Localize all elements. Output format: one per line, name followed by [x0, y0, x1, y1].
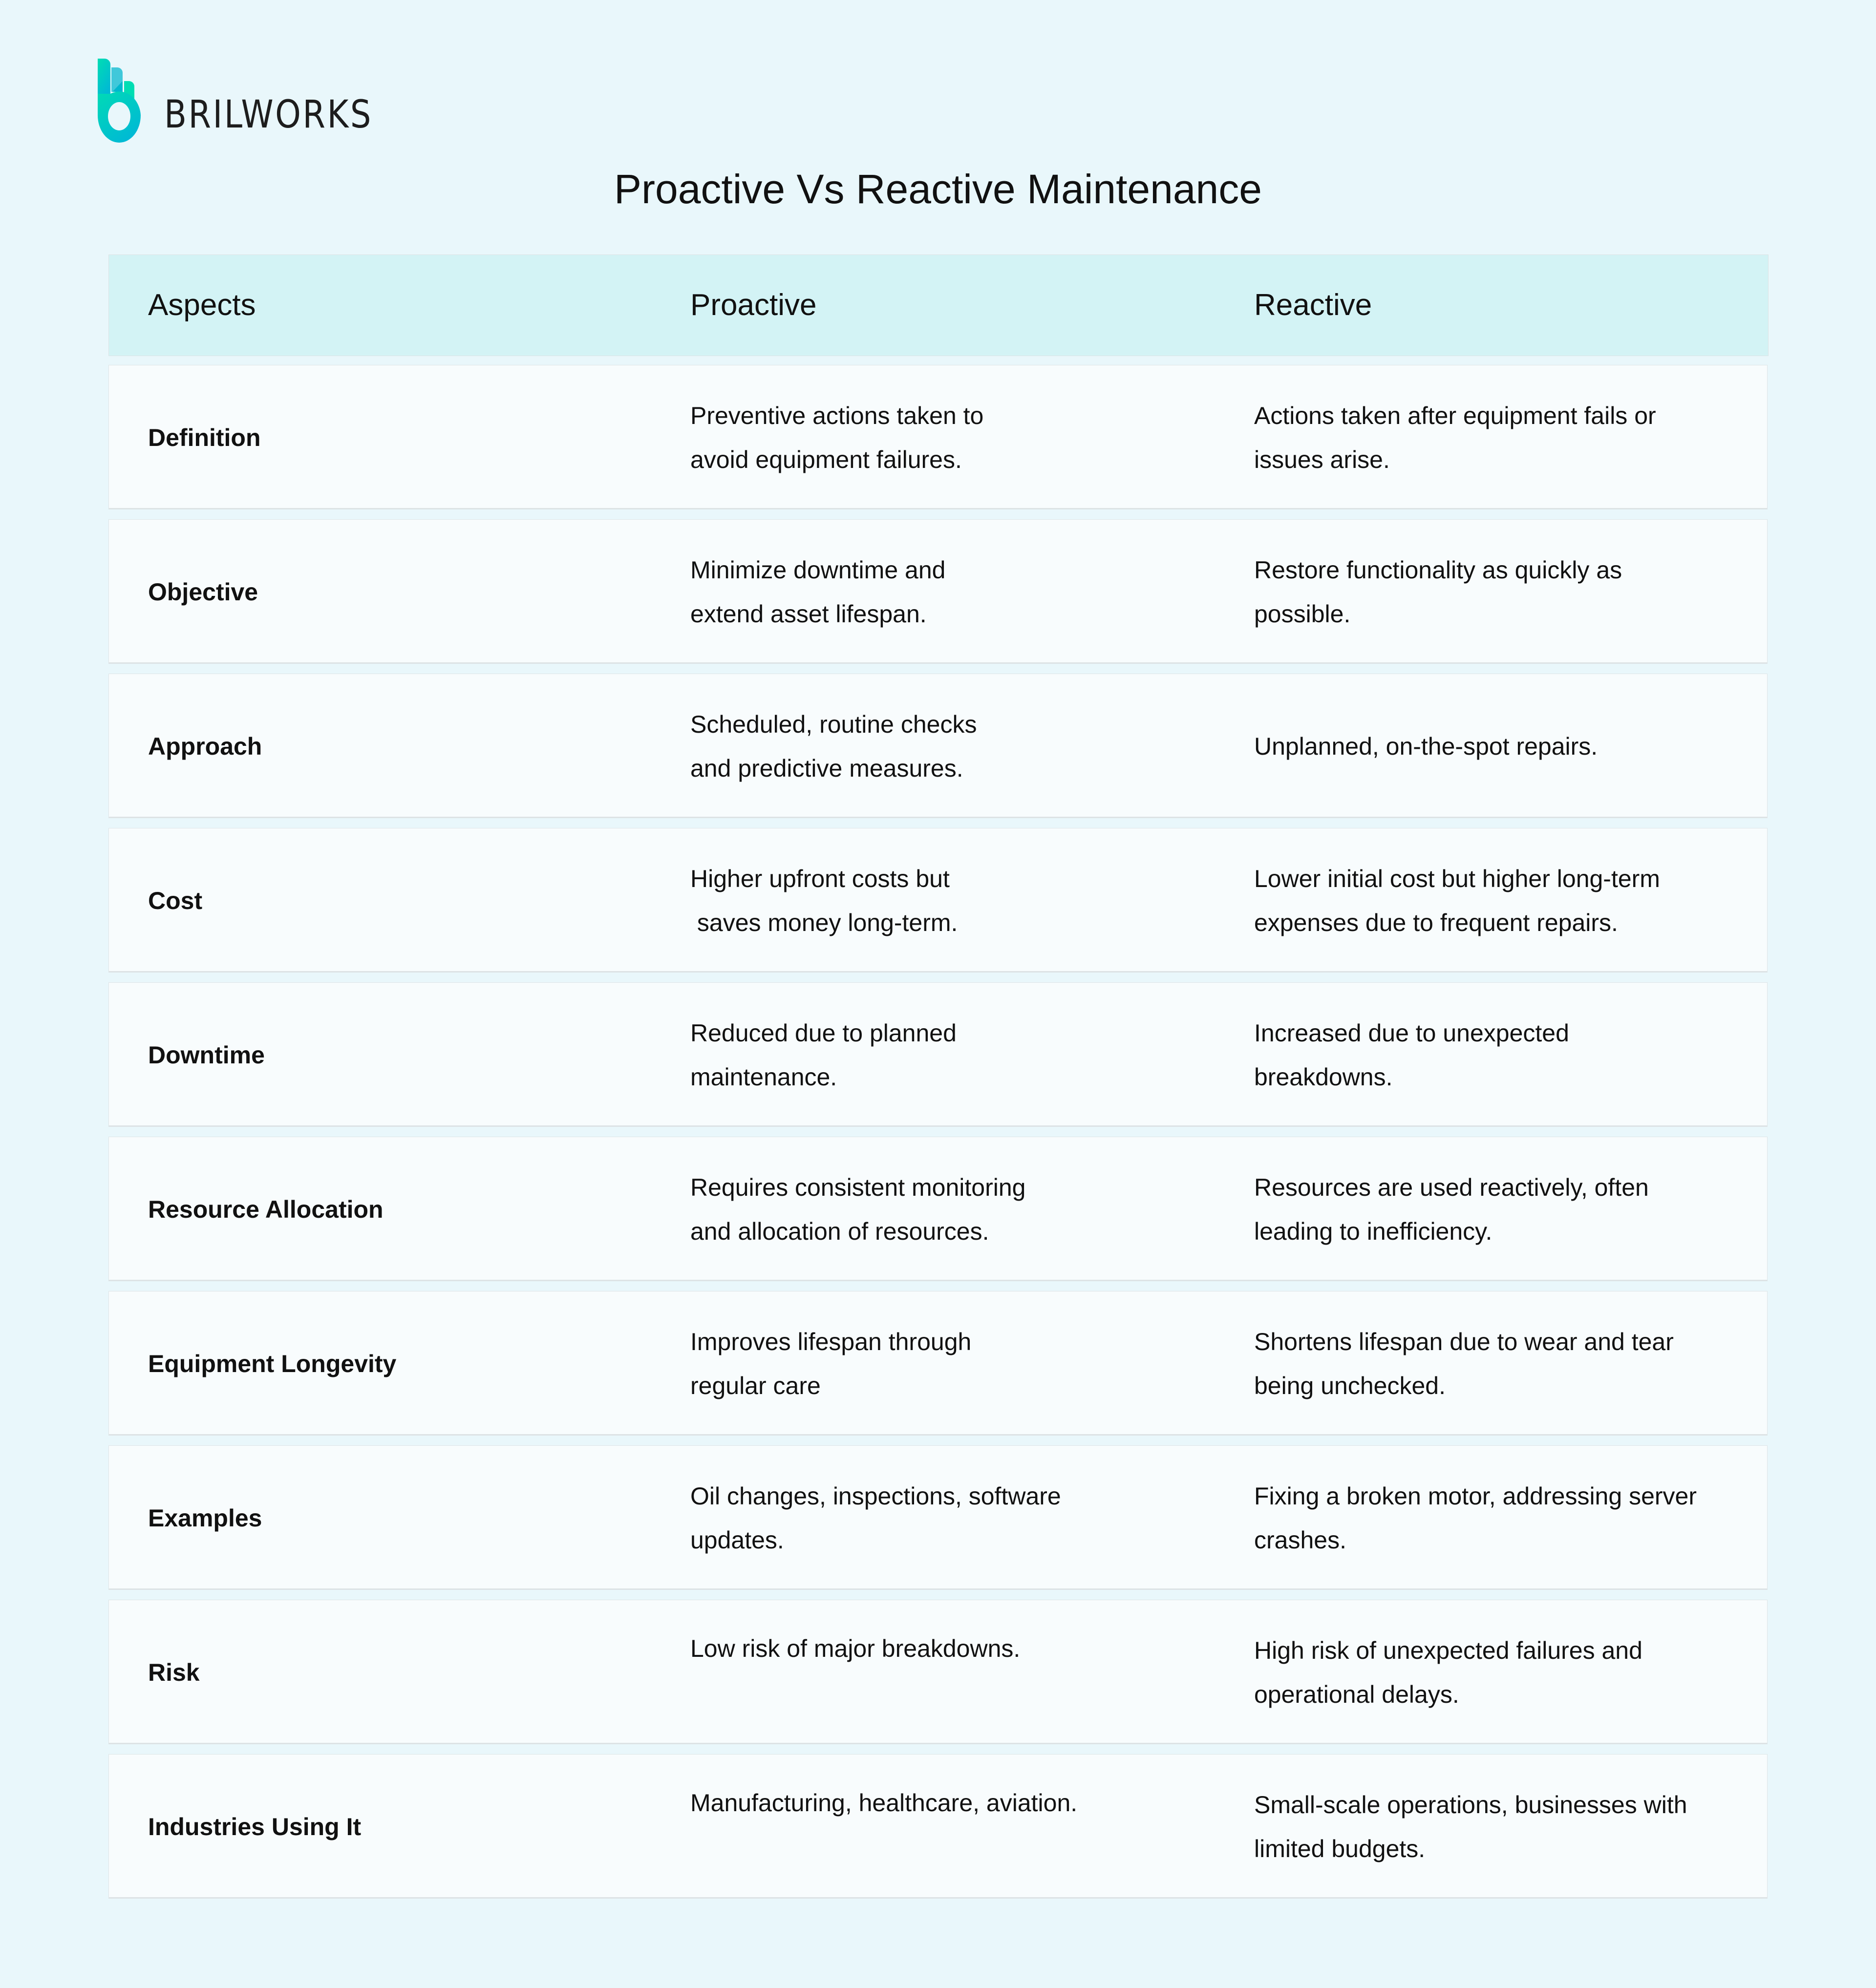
- cell-line: breakdowns.: [1254, 1063, 1393, 1091]
- cell-line: Low risk of major breakdowns.: [690, 1635, 1021, 1662]
- table-row: [108, 1600, 1768, 1744]
- table-row: [108, 365, 1768, 509]
- cell-line: Increased due to unexpected: [1254, 1019, 1569, 1047]
- cell-line: Actions taken after equipment fails or: [1254, 402, 1656, 429]
- cell-line: possible.: [1254, 600, 1351, 628]
- aspect-label: Examples: [148, 1504, 262, 1532]
- cell-line: Minimize downtime and: [690, 556, 946, 584]
- cell-line: issues arise.: [1254, 446, 1390, 473]
- cell-line: and predictive measures.: [690, 755, 963, 782]
- table-row: [108, 982, 1768, 1127]
- reactive-cell: [1254, 1600, 1762, 1745]
- reactive-cell: [1254, 674, 1762, 819]
- reactive-cell: [1254, 1446, 1762, 1590]
- proactive-cell: [690, 983, 1228, 1127]
- header-aspects: Aspects: [148, 288, 256, 322]
- cell-line: operational delays.: [1254, 1681, 1459, 1708]
- cell-line: Requires consistent monitoring: [690, 1174, 1026, 1201]
- cell-line: Lower initial cost but higher long-term: [1254, 865, 1660, 892]
- proactive-cell: [690, 1291, 1228, 1436]
- cell-line: Oil changes, inspections, software: [690, 1482, 1061, 1510]
- reactive-cell: [1254, 365, 1762, 510]
- cell-line: crashes.: [1254, 1526, 1346, 1554]
- proactive-cell: [690, 1600, 1228, 1671]
- cell-line: High risk of unexpected failures and: [1254, 1637, 1642, 1664]
- table-row: [108, 1291, 1768, 1436]
- table-row: [108, 1137, 1768, 1281]
- page-title: Proactive Vs Reactive Maintenance: [614, 166, 1262, 212]
- cell-line: limited budgets.: [1254, 1835, 1426, 1862]
- brilworks-logo-icon: [97, 57, 150, 145]
- cell-line: Restore functionality as quickly as: [1254, 556, 1622, 584]
- aspect-label: Downtime: [148, 1041, 265, 1069]
- cell-line: Small-scale operations, businesses with: [1254, 1791, 1687, 1819]
- cell-line: avoid equipment failures.: [690, 446, 962, 473]
- proactive-cell: [690, 828, 1228, 973]
- cell-line: Improves lifespan through: [690, 1328, 972, 1355]
- proactive-cell: [690, 1137, 1228, 1282]
- reactive-cell: [1254, 1291, 1762, 1436]
- cell-line: expenses due to frequent repairs.: [1254, 909, 1618, 936]
- proactive-cell: [690, 365, 1228, 510]
- table-row: [108, 674, 1768, 818]
- table-row: [108, 828, 1768, 973]
- cell-line: leading to inefficiency.: [1254, 1218, 1492, 1245]
- header-reactive: Reactive: [1254, 288, 1372, 322]
- proactive-cell: [690, 1755, 1228, 1825]
- cell-line: Fixing a broken motor, addressing server: [1254, 1482, 1697, 1510]
- cell-line: saves money long-term.: [690, 909, 958, 936]
- cell-line: extend asset lifespan.: [690, 600, 927, 628]
- cell-line: Reduced due to planned: [690, 1019, 957, 1047]
- cell-line: Higher upfront costs but: [690, 865, 950, 892]
- cell-line: Scheduled, routine checks: [690, 711, 977, 738]
- aspect-label: Approach: [148, 733, 262, 760]
- reactive-cell: [1254, 1137, 1762, 1282]
- proactive-cell: [690, 674, 1228, 819]
- table-row: [108, 519, 1768, 664]
- brand-name: BRILWORKS: [164, 93, 373, 137]
- cell-line: and allocation of resources.: [690, 1218, 989, 1245]
- proactive-cell: [690, 520, 1228, 664]
- reactive-cell: [1254, 1755, 1762, 1899]
- header-proactive: Proactive: [690, 288, 817, 322]
- cell-line: being unchecked.: [1254, 1372, 1446, 1399]
- cell-line: maintenance.: [690, 1063, 837, 1091]
- aspect-label: Risk: [148, 1659, 200, 1686]
- aspect-label: Definition: [148, 424, 261, 451]
- reactive-cell: [1254, 828, 1762, 973]
- aspect-label: Cost: [148, 887, 203, 914]
- reactive-cell: [1254, 983, 1762, 1127]
- reactive-cell: [1254, 520, 1762, 664]
- cell-line: regular care: [690, 1372, 821, 1399]
- cell-line: Resources are used reactively, often: [1254, 1174, 1649, 1201]
- cell-line: Preventive actions taken to: [690, 402, 984, 429]
- cell-line: Unplanned, on-the-spot repairs.: [1254, 733, 1598, 760]
- aspect-label: Equipment Longevity: [148, 1350, 397, 1377]
- table-row: [108, 1754, 1768, 1899]
- cell-line: updates.: [690, 1526, 784, 1554]
- aspect-label: Objective: [148, 578, 258, 606]
- table-header: [108, 254, 1769, 356]
- aspect-label: Resource Allocation: [148, 1196, 384, 1223]
- cell-line: Manufacturing, healthcare, aviation.: [690, 1789, 1078, 1817]
- proactive-cell: [690, 1446, 1228, 1590]
- aspect-label: Industries Using It: [148, 1813, 362, 1840]
- cell-line: Shortens lifespan due to wear and tear: [1254, 1328, 1674, 1355]
- table-row: [108, 1445, 1768, 1590]
